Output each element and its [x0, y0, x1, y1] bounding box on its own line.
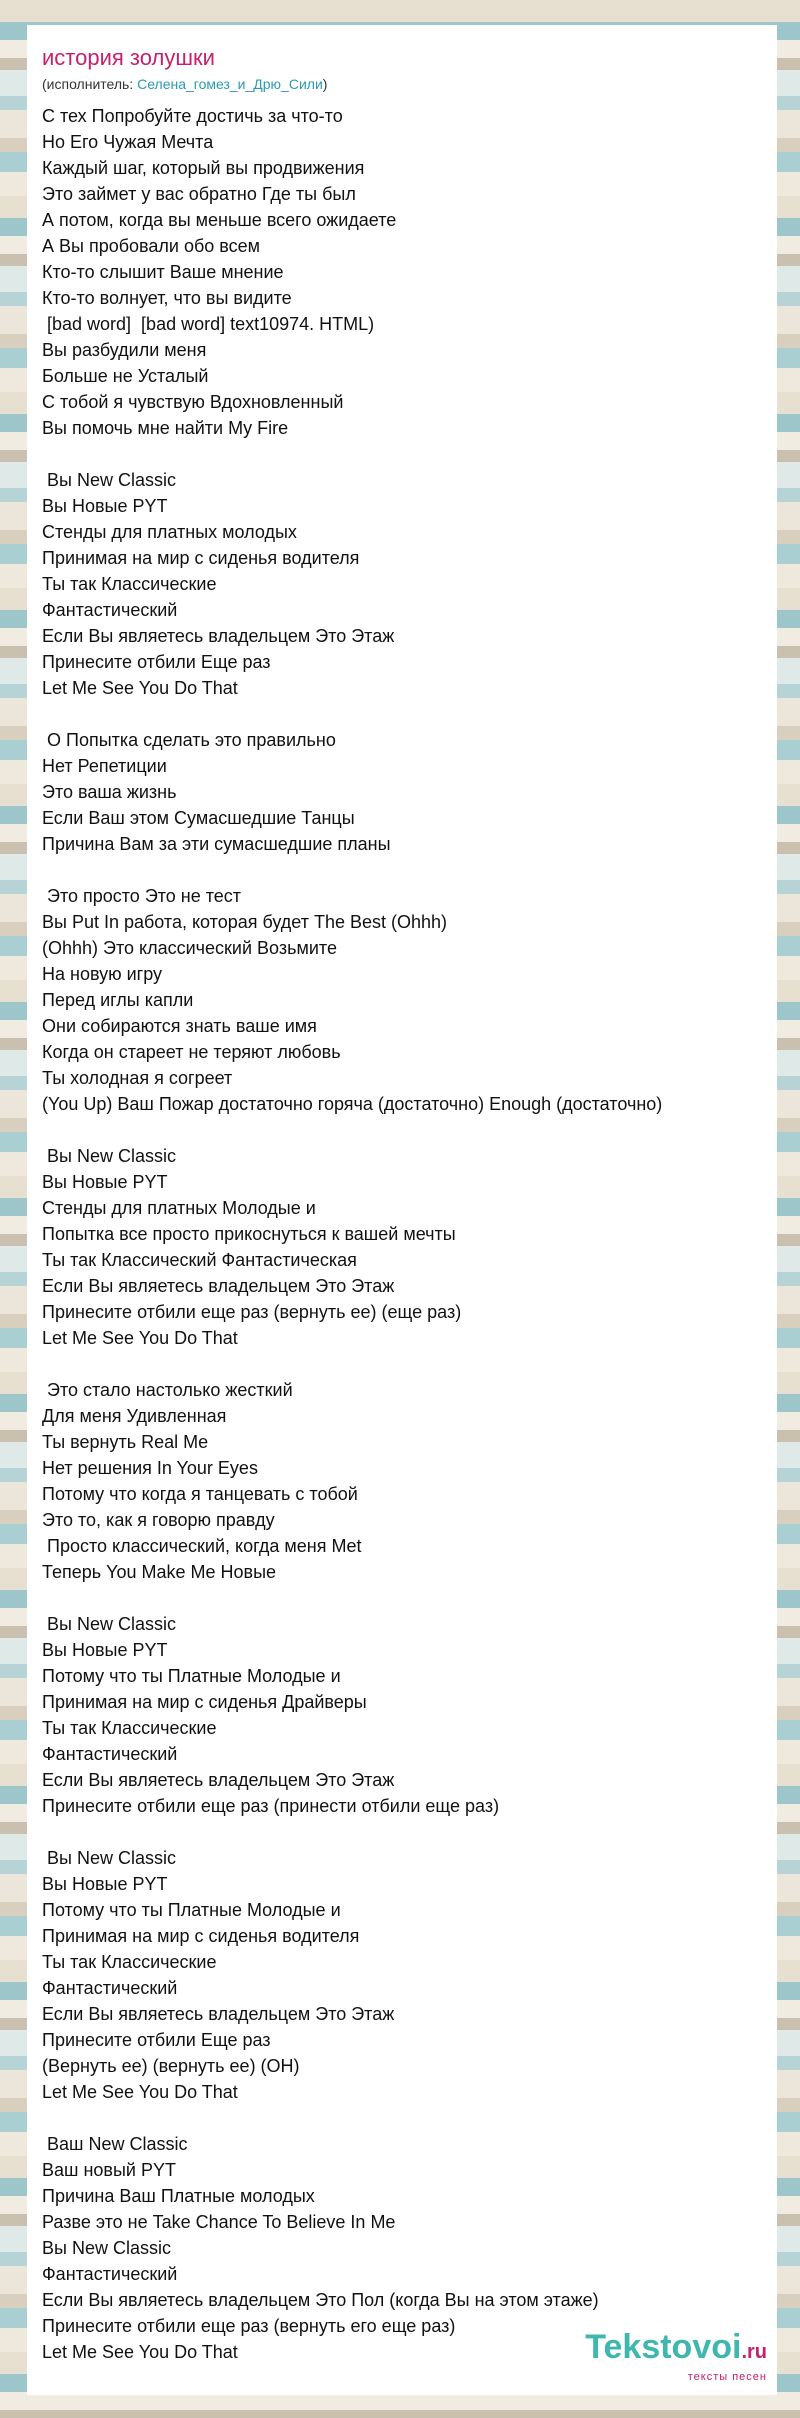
performer-line: [42, 75, 777, 93]
logo-main-text: Tekstovoi: [585, 2328, 742, 2366]
performer-prefix: (исполнитель:: [42, 76, 138, 92]
performer-suffix: ): [322, 76, 328, 92]
song-title: история золушки: [42, 45, 215, 70]
performer-link[interactable]: Селена_гомез_и_Дрю_Сили: [137, 76, 323, 92]
lyrics-card: [27, 25, 777, 2395]
logo-tld: .ru: [741, 2341, 767, 2363]
site-logo[interactable]: [585, 2330, 767, 2383]
lyrics-text: С тех Попробуйте достичь за что-то Но Его Чужая Мечта Каждый шаг, который вы продвижения Это займет у вас обратно Где ты был А потом, когда вы меньше всего ожидаете А Вы пробовали обо всем Кто-то слышит Ваше мнение Кто-то волнует, что вы видите [bad word] [bad word] text10974. HTML) Вы разбудили меня Больше не Усталый С тобой я чувствую Вдохновленный Вы помочь мне найти My Fire Вы New Classic Вы Новые PYT Стенды для платных молодых Принимая на мир с сиденья водителя Ты так Классические Фантастический Если Вы являетесь владельцем Это Этаж Принесите отбили Еще раз Let Me See You Do That О Попытка сделать это правильно Нет Репетиции Это ваша жизнь Если Ваш этом Сумасшедшие Танцы Причина Вам за эти сумасшедшие планы Это просто Это не тест Вы Put In работа, которая будет The Best (Ohhh) (Ohhh) Это классический Возьмите На новую игру Перед иглы капли Они собираются знать ваше имя Когда он стареет не теряют любовь Ты холодная я согреет (You Up) Ваш Пожар достаточно горяча (достаточно) Enough (достаточно) Вы New Classic Вы Новые PYT Стенды для платных Молодые и Попытка все просто прикоснуться к вашей мечты Ты так Классический Фантастическая Если Вы являетесь владельцем Это Этаж Принесите отбили еще раз (вернуть ее) (еще раз) Let Me See You Do That Это стало настолько жесткий Для меня Удивленная Ты вернуть Real Me Нет решения In Your Eyes Потому что когда я танцевать с тобой Это то, как я говорю правду Просто классический, когда меня Met Теперь You Make Me Новые Вы New Classic Вы Новые PYT Потому что ты Платные Молодые и Принимая на мир с сиденья Драйверы Ты так Классические Фантастический Если Вы являетесь владельцем Это Этаж Принесите отбили еще раз (принести отбили еще раз) Вы New Classic Вы Новые PYT Потому что ты Платные Молодые и Принимая на мир с сиденья водителя Ты так Классические Фантастический Если Вы являетесь владельцем Это Этаж Принесите отбили Еще раз (Вернуть ее) (вернуть ее) (OH) Let Me See You Do That Ваш New Classic Ваш новый PYT Причина Ваш Платные молодых Разве это не Take Chance To Believe In Me Вы New Classic Фантастический Если Вы являетесь владельцем Это Пол (когда Вы на этом этаже) Принесите отбили еще раз (вернуть его еще раз) Let Me See You Do That: [42, 106, 663, 2362]
logo-tagline: тексты песен: [687, 2371, 767, 2383]
